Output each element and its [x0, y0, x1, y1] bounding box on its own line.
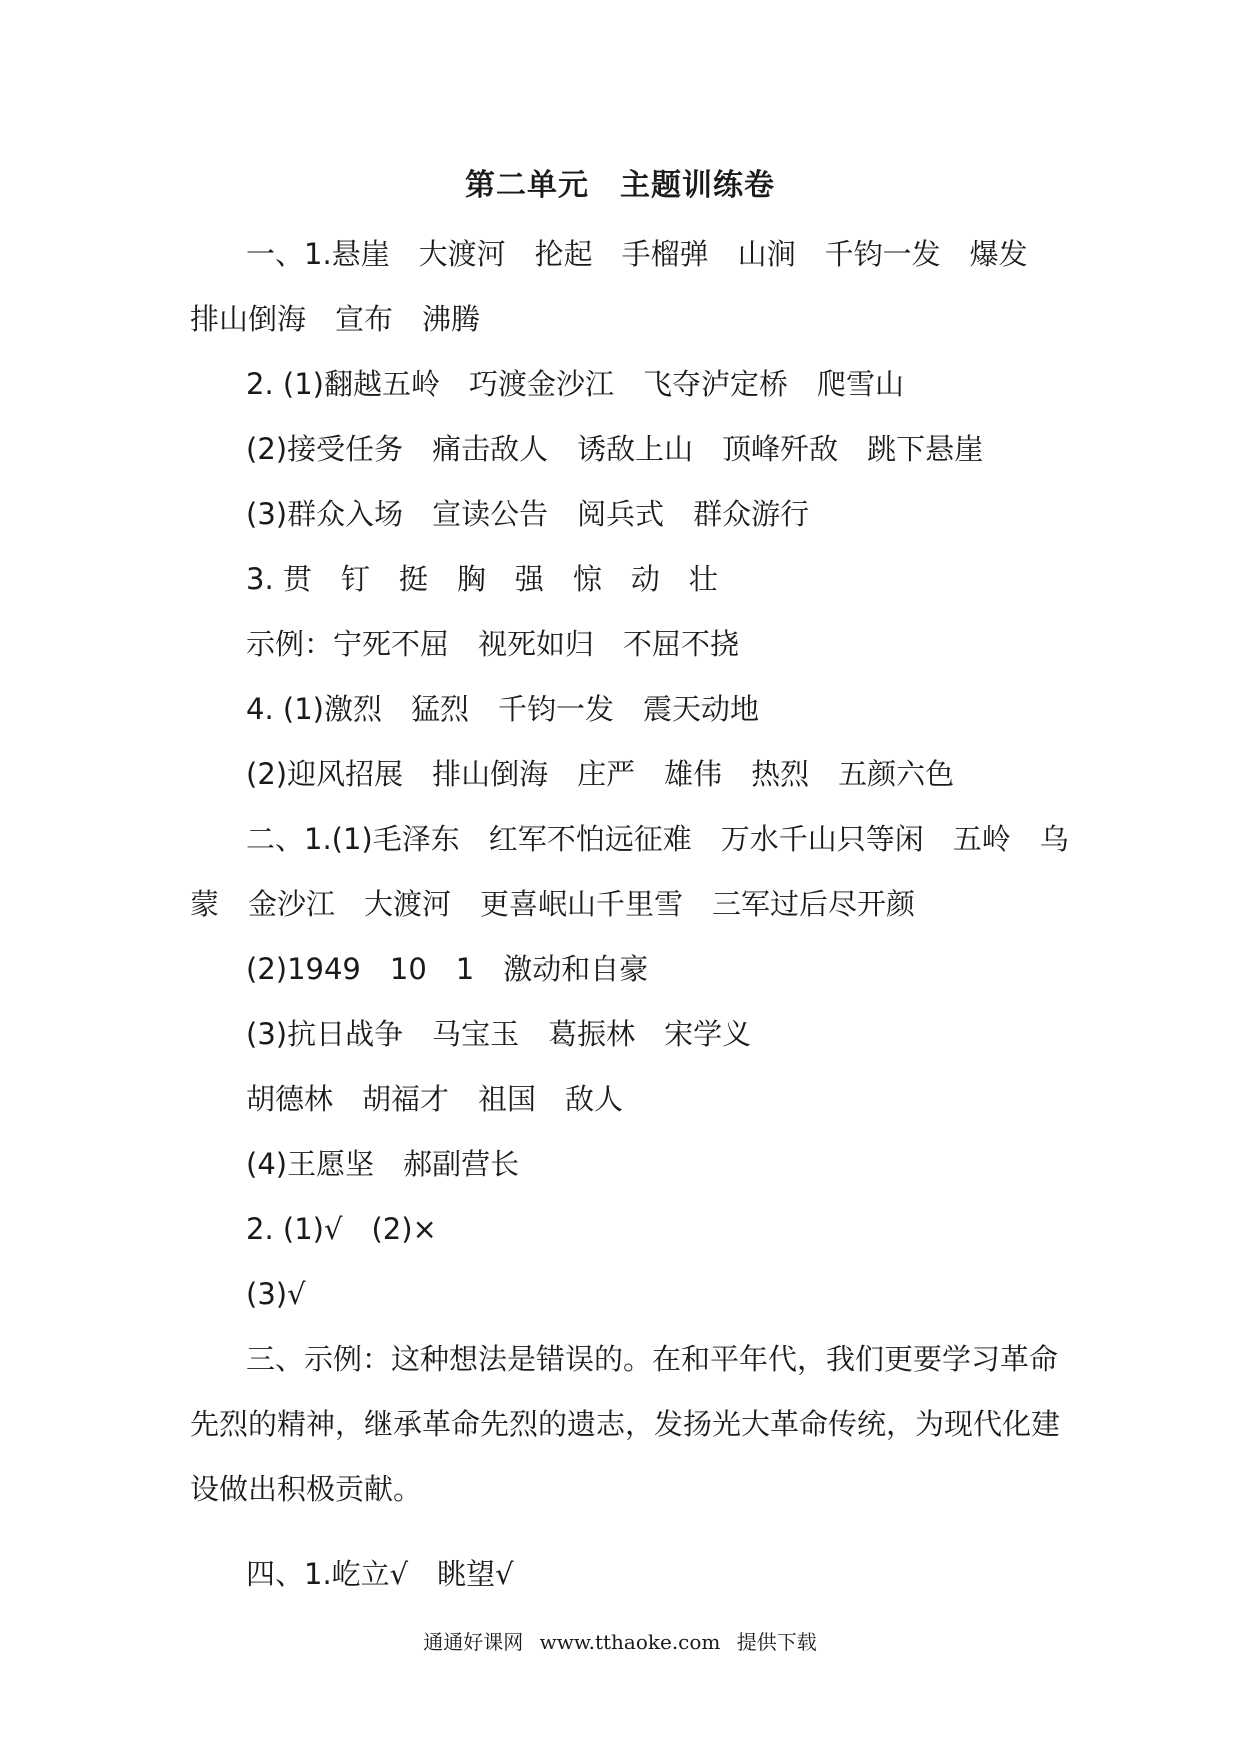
answer-line: (2)迎风招展 排山倒海 庄严 雄伟 热烈 五颜六色	[246, 757, 955, 791]
answer-line: 胡德林 胡福才 祖国 敌人	[246, 1082, 624, 1116]
answer-line: 排山倒海 宣布 沸腾	[190, 302, 481, 336]
answer-line: 一、1.悬崖 大渡河 抡起 手榴弹 山涧 千钧一发 爆发	[246, 237, 1028, 271]
answer-line: 设做出积极贡献。	[190, 1472, 423, 1506]
answer-line: (2)1949 10 1 激动和自豪	[246, 952, 649, 986]
answer-line: (4)王愿坚 郝副营长	[246, 1147, 520, 1181]
footer-url: www.tthaoke.com	[539, 1630, 721, 1654]
answer-line: (3)群众入场 宣读公告 阅兵式 群众游行	[246, 497, 810, 531]
answer-line: 先烈的精神，继承革命先烈的遗志，发扬光大革命传统，为现代化建	[190, 1407, 1061, 1441]
page-title: 第二单元 主题训练卷	[465, 168, 775, 203]
answer-line: 4. (1)激烈 猛烈 千钧一发 震天动地	[246, 692, 759, 726]
answer-line: 四、1.屹立√ 眺望√	[246, 1557, 514, 1591]
footer-suffix: 提供下载	[736, 1630, 817, 1654]
answer-line: (2)接受任务 痛击敌人 诱敌上山 顶峰歼敌 跳下悬崖	[246, 432, 984, 466]
answer-line: 示例：宁死不屈 视死如归 不屈不挠	[246, 627, 740, 661]
answer-line: 蒙 金沙江 大渡河 更喜岷山千里雪 三军过后尽开颜	[190, 887, 916, 921]
page-footer	[0, 1626, 1240, 1655]
answer-line: 2. (1)翻越五岭 巧渡金沙江 飞夺泸定桥 爬雪山	[246, 367, 904, 401]
answer-line: 3. 贯 钉 挺 胸 强 惊 动 壮	[246, 562, 718, 596]
answer-line: (3)抗日战争 马宝玉 葛振林 宋学义	[246, 1017, 752, 1051]
answer-content	[190, 222, 1069, 1607]
section-gap	[190, 1522, 1056, 1542]
answer-line: 三、示例：这种想法是错误的。在和平年代，我们更要学习革命	[246, 1342, 1059, 1376]
answer-line: 2. (1)√ (2)×	[246, 1212, 437, 1246]
answer-line: 二、1.(1)毛泽东 红军不怕远征难 万水千山只等闲 五岭 乌	[246, 822, 1069, 856]
footer-site-name: 通通好课网	[423, 1630, 524, 1654]
answer-line: (3)√	[246, 1277, 306, 1311]
